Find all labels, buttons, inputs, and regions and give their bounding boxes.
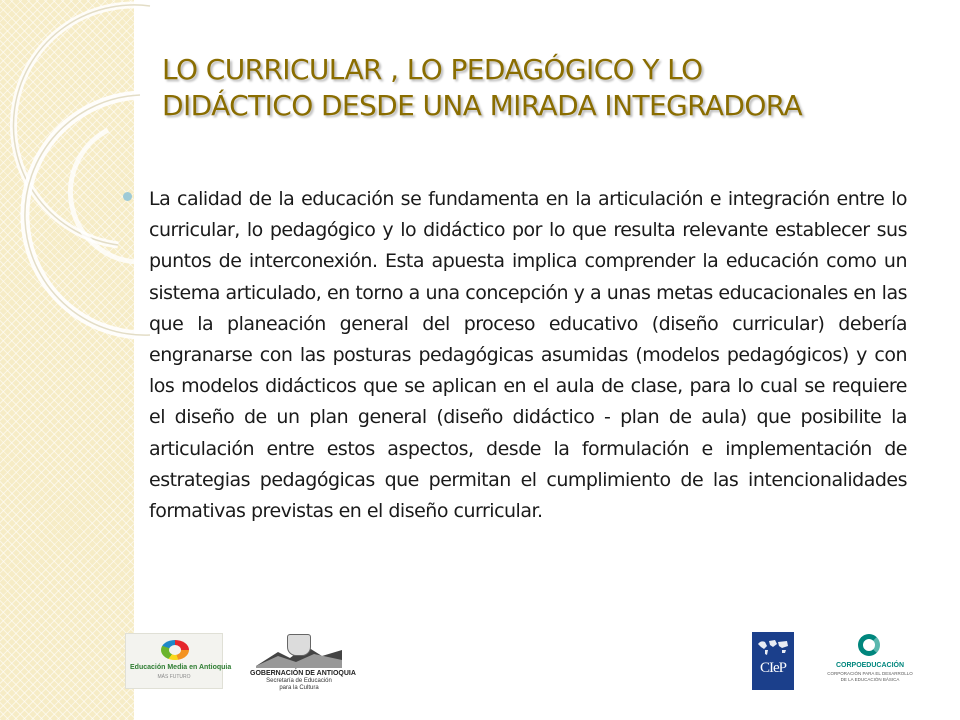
gobernacion-logo-line2: Secretaría de Educación [266, 678, 332, 684]
body-paragraph: La calidad de la educación se fundamenta en la articulación e integración entre lo curricular, lo pedagógico y lo didáctico por lo que resulta relevante establecer sus puntos de interconexión. Esta apuesta implica comprender la educación como un sistema articulado, en torno a una concepción y a unas metas educacionales en las que la planeación general del proceso educativo (diseño curricular) debería engranarse con las posturas pedagógicas asumidas (modelos pedagógicos) y con los modelos didácticos que se aplican en el aula de clase, para lo cual se requiere el diseño de un plan general (diseño didáctico - plan de aula) que posibilite la articulación entre estos aspectos, desde la formulación e implementación de estrategias pedagógicas que permitan el cumplimiento de las intencionalidades formativas previstas en el diseño curricular. [149, 188, 907, 523]
corpoeducacion-logo-line2: CORPORACIÓN PARA EL DESARROLLO [827, 671, 913, 676]
gobernacion-logo-subtitle [250, 678, 348, 692]
slide-title [162, 52, 922, 124]
corpoeducacion-logo-subtitle [818, 671, 922, 682]
corpoeducacion-logo-title: CORPOEDUCACIÓN [835, 662, 905, 669]
ciep-logo [752, 632, 794, 690]
educacion-media-logo [125, 633, 232, 689]
corpoeducacion-circle-icon [858, 634, 880, 656]
educacion-media-logo-text: Educación Media en Antioquia [130, 664, 232, 671]
educacion-media-logo-tagline: MÁS FUTURO [157, 674, 191, 680]
title-line-2: DIDÁCTICO DESDE UNA MIRADA INTEGRADORA [162, 89, 803, 122]
coat-of-arms-icon [287, 634, 311, 656]
bullet-icon [123, 192, 132, 201]
swirl-icon [161, 640, 189, 660]
ciep-logo-text: CIeP [760, 660, 786, 676]
gobernacion-logo-title: GOBERNACIÓN DE ANTIOQUIA [250, 670, 356, 677]
title-line-1: LO CURRICULAR , LO PEDAGÓGICO Y LO [162, 53, 703, 86]
world-map-icon [756, 638, 790, 656]
gobernacion-logo-line3: para la Cultura [279, 685, 319, 691]
gobernacion-antioquia-logo [250, 632, 356, 691]
corpoeducacion-logo [818, 632, 922, 690]
corpoeducacion-logo-line3: DE LA EDUCACIÓN BÁSICA [840, 676, 900, 682]
